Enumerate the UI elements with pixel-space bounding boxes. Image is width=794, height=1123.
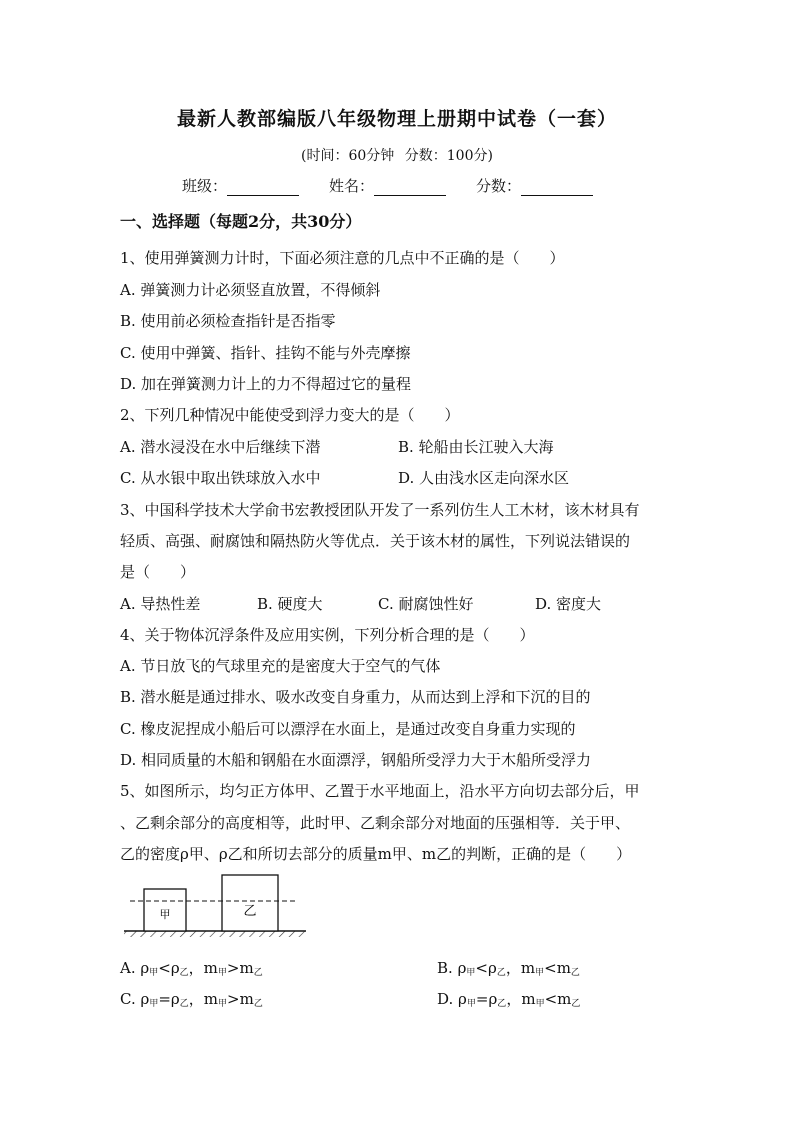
q1-stem: 1、使用弹簧测力计时，下面必须注意的几点中不正确的是（ ） [120, 249, 565, 267]
student-info-row [182, 175, 623, 196]
q2-option-a: A. 潜水浸没在水中后继续下潜 [120, 438, 321, 456]
name-label: 姓名： [329, 177, 375, 195]
q5-option-b: B. $\rho_甲<\rho_乙$，$m_甲<m_乙$ [437, 959, 580, 978]
q2-option-b: B. 轮船由长江驶入大海 [398, 438, 554, 456]
q3-option-c: C. 耐腐蚀性好 [378, 595, 474, 613]
class-label: 班级： [182, 177, 228, 195]
exam-title: 最新人教部编版八年级物理上册期中试卷（一套） [176, 108, 617, 130]
section-heading: 一、选择题（每题2分，共30分） [120, 212, 362, 231]
cube-jia-label: 甲 [159, 908, 171, 921]
q3-option-d: D. 密度大 [535, 595, 602, 613]
class-field [182, 175, 329, 196]
q5-stem-line-3: 乙的密度ρ甲、ρ乙和所切去部分的质量m甲、m乙的判断，正确的是（ ） [120, 845, 632, 863]
q5-option-a: A. $\rho_甲<\rho_乙$，$m_甲>m_乙$ [120, 959, 263, 978]
q3-option-b: B. 硬度大 [257, 595, 323, 613]
q3-stem-line-2: 轻质、高强、耐腐蚀和隔热防火等优点．关于该木材的属性，下列说法错误的 [120, 532, 631, 550]
q1-option-b: B. 使用前必须检查指针是否指零 [120, 312, 336, 330]
q4-option-a: A. 节日放飞的气球里充的是密度大于空气的气体 [120, 657, 441, 675]
q1-option-a: A. 弹簧测力计必须竖直放置，不得倾斜 [120, 281, 381, 299]
q3-stem-line-3: 是（ ） [120, 563, 196, 581]
q1-option-c: C. 使用中弹簧、指针、挂钩不能与外壳摩擦 [120, 344, 411, 362]
q4-option-c: C. 橡皮泥捏成小船后可以漂浮在水面上，是通过改变自身重力实现的 [120, 720, 576, 738]
ground-hatch [124, 931, 306, 937]
q4-stem: 4、关于物体沉浮条件及应用实例，下列分析合理的是（ ） [120, 626, 535, 644]
q4-option-b: B. 潜水艇是通过排水、吸水改变自身重力，从而达到上浮和下沉的目的 [120, 688, 591, 706]
q2-option-d: D. 人由浅水区走向深水区 [398, 469, 570, 487]
q5-stem-line-1: 5、如图所示，均匀正方体甲、乙置于水平地面上，沿水平方向切去部分后，甲 [120, 782, 640, 800]
cube-yi [222, 875, 278, 931]
q2-option-c: C. 从水银中取出铁球放入水中 [120, 469, 321, 487]
q5-stem-line-2: 、乙剩余部分的高度相等，此时甲、乙剩余部分对地面的压强相等．关于甲、 [120, 814, 631, 832]
exam-subtitle: (时间：60分钟 分数：100分) [301, 148, 493, 164]
q5-option-d: D. $\rho_甲=\rho_乙$，$m_甲<m_乙$ [437, 990, 581, 1009]
q1-option-d: D. 加在弹簧测力计上的力不得超过它的量程 [120, 375, 412, 393]
name-blank [374, 179, 446, 196]
score-field [476, 175, 623, 196]
class-blank [227, 179, 299, 196]
score-blank [521, 179, 593, 196]
q2-stem: 2、下列几种情况中能使受到浮力变大的是（ ） [120, 406, 460, 424]
q5-option-c: C. $\rho_甲=\rho_乙$，$m_甲>m_乙$ [120, 990, 263, 1009]
cubes-figure [120, 868, 310, 948]
cube-yi-label: 乙 [243, 904, 257, 919]
q3-option-a: A. 导热性差 [120, 595, 201, 613]
q4-option-d: D. 相同质量的木船和钢船在水面漂浮，钢船所受浮力大于木船所受浮力 [120, 751, 592, 769]
q3-stem-line-1: 3、中国科学技术大学俞书宏教授团队开发了一系列仿生人工木材，该木材具有 [120, 501, 640, 519]
name-field [329, 175, 476, 196]
score-label: 分数： [476, 177, 522, 195]
